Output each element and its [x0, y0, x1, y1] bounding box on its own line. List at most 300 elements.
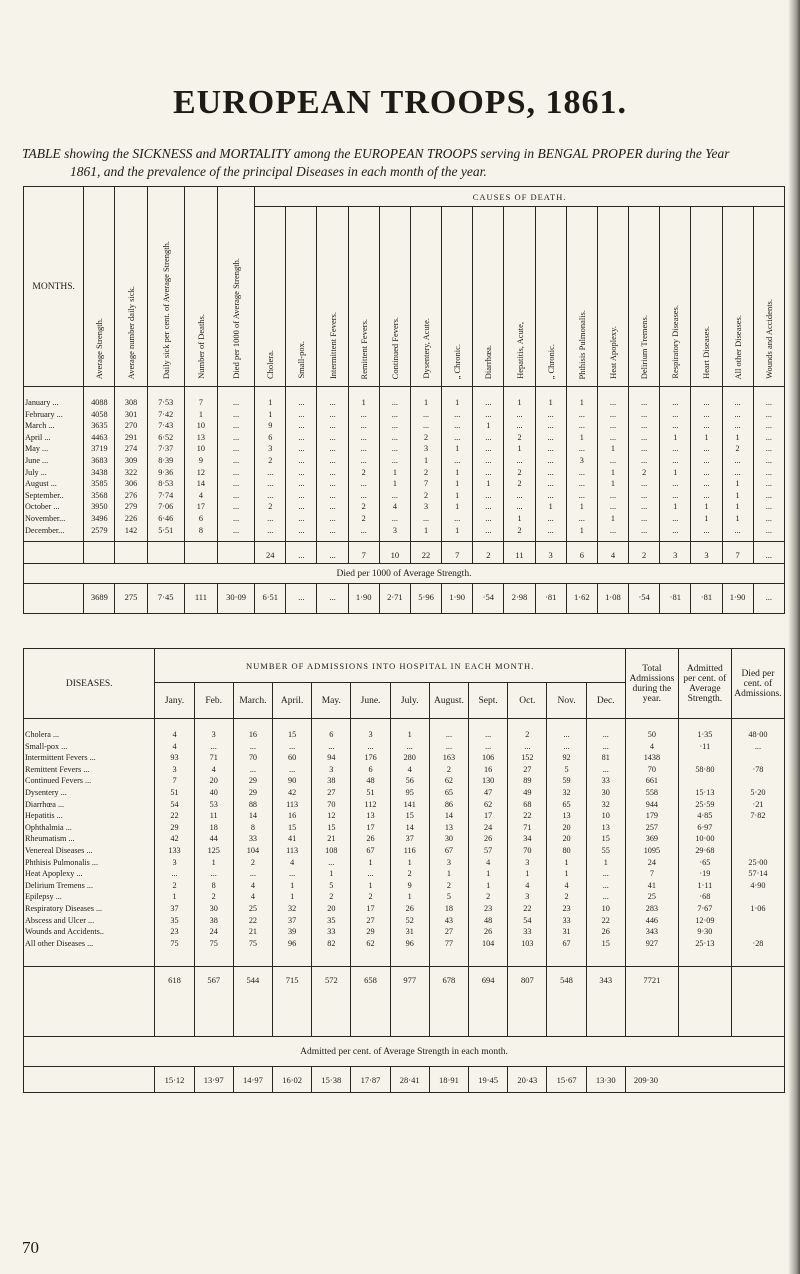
cause-column-value: ... [329, 502, 336, 512]
month-admissions-column-value: 26 [484, 927, 493, 937]
month-admissions-column-value: 33 [523, 927, 532, 937]
month-admissions-column-value: 31 [562, 927, 571, 937]
month-pct: 16·02 [273, 1067, 312, 1093]
admitted-pct-column-value: 7·67 [697, 903, 713, 913]
month-admissions-column-value: 77 [444, 938, 454, 948]
month-admissions-column-value: 3 [329, 764, 334, 774]
cause-column-value: 3 [268, 444, 273, 454]
month-pct: 17·87 [351, 1067, 390, 1093]
month-admissions-column-value: ... [602, 730, 609, 739]
cause-column-value: ... [703, 409, 710, 419]
month-admissions-column-value: 13 [562, 811, 571, 821]
pct-column-value: 7·37 [158, 444, 174, 454]
month-admissions-column-value: 24 [209, 927, 218, 937]
cause-column-value: ... [641, 444, 648, 454]
month-admissions-column-value: 33 [327, 927, 336, 937]
cause-rate: 1·08 [597, 584, 628, 614]
month-admissions-column-value: 42 [288, 787, 297, 797]
disease-column-value: Ophthalmia ... [25, 822, 72, 832]
cause-column-value: 1 [268, 398, 273, 407]
cause-column-value: ... [516, 502, 523, 512]
month-admissions-column-value: 65 [562, 799, 571, 809]
died-pct-column-value: 7·82 [750, 811, 766, 821]
cause-header-label: Dysentery, Acute. [421, 318, 432, 379]
month-admissions-column-value: 71 [209, 753, 218, 763]
month-admissions-column-value: 75 [248, 938, 257, 948]
month-admissions-column-value: 4 [486, 857, 491, 867]
cause-column-value: 2 [361, 502, 366, 512]
strength-column-value: 3683 [91, 455, 108, 465]
pct-column-value: 5·51 [158, 525, 174, 535]
cause-column-value: ... [360, 421, 367, 431]
cause-total: 7 [442, 542, 473, 564]
died-per-1000-column-value: ... [233, 490, 240, 500]
cause-header-label: Heat Apoplexy. [607, 326, 618, 379]
admitted-pct-column-value: 15·13 [695, 787, 715, 797]
cause-column-value: ... [391, 455, 398, 465]
cause-column-value: 3 [579, 455, 584, 465]
month-header: March. [233, 683, 272, 719]
month-admissions-column-value: 37 [405, 834, 414, 844]
daily-sick-column-value: 279 [124, 502, 138, 512]
cause-rate: ... [753, 584, 784, 614]
month-total: 544 [233, 967, 272, 1037]
month-admissions-column-value: ... [367, 869, 374, 879]
cause-column-value: ... [578, 479, 585, 489]
cause-column-value: ... [641, 432, 648, 442]
cause-column-value: ... [360, 525, 367, 535]
month-admissions-column [586, 719, 625, 967]
month-admissions-column-value: 57 [484, 845, 493, 855]
cause-column-value: ... [485, 455, 492, 465]
cause-column-value: 1 [704, 513, 709, 523]
cause-column-value: ... [703, 490, 710, 500]
cause-column-value: ... [329, 490, 336, 500]
cause-column [535, 387, 566, 542]
admitted-pct-column-value: 25·59 [695, 799, 715, 809]
month-admissions-column-value: 113 [286, 799, 299, 809]
cause-column-value: ... [298, 432, 305, 442]
month-admissions-column-value: 48 [366, 776, 375, 786]
month-admissions-column-value: 1 [211, 857, 216, 867]
died-pct-column-value: ... [754, 741, 761, 751]
month-admissions-column-value: 89 [523, 776, 532, 786]
cause-column-value: ... [422, 421, 430, 431]
disease-column-value: Wounds and Accidents.. [25, 927, 104, 937]
died-pct-column-value [733, 833, 783, 845]
died-per-1000-column-value: ... [233, 467, 240, 477]
month-admissions-column-value: ... [445, 741, 452, 751]
cause-column-value: ... [765, 513, 772, 523]
month-admissions-column-value: 70 [523, 845, 532, 855]
cause-column-value: 1 [455, 502, 460, 512]
month-admissions-column-value: 106 [481, 753, 495, 763]
cause-column-value: 1 [610, 467, 616, 477]
deaths-column-value: 10 [196, 421, 205, 431]
deaths-column-value: 6 [198, 513, 203, 523]
month-admissions-column-value: 5 [446, 892, 451, 902]
month-admissions-column-value: 56 [405, 776, 414, 786]
admitted-pct-column-value: 6·97 [697, 822, 713, 832]
month-admissions-column-value: 23 [170, 927, 179, 937]
month-column-value: May ... [25, 444, 49, 454]
cause-column-value: 1 [455, 398, 460, 407]
cause-column-value: ... [672, 398, 679, 407]
causes-of-death-header: CAUSES OF DEATH. [255, 187, 785, 207]
cause-column-value: ... [391, 409, 398, 419]
totals-blank-cell [147, 542, 184, 564]
cause-column-value: ... [703, 467, 710, 477]
cause-column [660, 387, 691, 542]
month-admissions-column-value: 4 [172, 730, 177, 739]
cause-header [410, 207, 441, 387]
cause-column-value: ... [641, 525, 648, 535]
month-admissions-column-value: 15 [601, 834, 610, 844]
cause-column-value: 1 [579, 398, 584, 407]
cause-column-value: ... [329, 455, 336, 465]
strength-column-value: 3950 [91, 502, 108, 512]
month-pct: 15·67 [547, 1067, 586, 1093]
month-admissions-column [390, 719, 429, 967]
cause-header [255, 207, 286, 387]
month-admissions-column-value: 67 [444, 845, 454, 855]
cause-column-value: ... [298, 479, 305, 489]
died-pct-column-value: 1·06 [750, 903, 766, 913]
month-admissions-column-value: 4 [290, 857, 295, 867]
month-admissions-column-value: 176 [364, 753, 377, 763]
month-admissions-column-value: 104 [481, 938, 495, 948]
year-pct: 209·30 [625, 1067, 784, 1093]
month-header: August. [429, 683, 468, 719]
cause-header-label: All other Diseases. [732, 314, 743, 379]
cause-column-value: ... [672, 479, 679, 489]
cause-column-value: ... [547, 490, 554, 500]
month-admissions-column-value: 112 [364, 799, 377, 809]
daily-sick-column-value: 322 [124, 467, 138, 477]
month-admissions-column-value: 133 [168, 845, 181, 855]
month-admissions-column-value: 5 [564, 764, 569, 774]
disease-column-value: Continued Fevers ... [25, 776, 92, 786]
month-admissions-column-value: 3 [525, 892, 530, 902]
totals-blank-cell [24, 967, 155, 1037]
month-admissions-column-value: 43 [444, 915, 454, 925]
cause-column-value: ... [641, 502, 648, 512]
month-admissions-column-value: 41 [288, 834, 297, 844]
total-admissions-column-value: 661 [645, 776, 659, 786]
cause-column-value: 1 [455, 444, 460, 454]
cause-column-value: ... [391, 444, 398, 454]
totals-blank-cell [115, 542, 147, 564]
month-admissions-column-value: 2 [446, 764, 451, 774]
cause-column-value: 1 [455, 479, 460, 489]
pct-column-value: 7·43 [158, 421, 174, 431]
cause-column-value: ... [329, 444, 336, 454]
cause-column-value: 1 [610, 479, 616, 489]
month-admissions-column-value: 1 [290, 880, 295, 890]
cause-column [442, 387, 473, 542]
month-admissions-column-value: 68 [523, 799, 532, 809]
deaths-column-value: 8 [198, 525, 203, 535]
cause-column-value: ... [360, 444, 367, 454]
cause-column-value: ... [578, 444, 585, 454]
died-pct-column-value: 25·00 [748, 857, 768, 867]
month-admissions-column-value: 39 [288, 927, 297, 937]
admitted-pct-column-value: 9·30 [697, 927, 713, 937]
cause-header [504, 207, 535, 387]
month-admissions-column-value: 96 [288, 938, 297, 948]
month-admissions-column-value: 23 [562, 903, 571, 913]
died-per-1000-caption: Died per 1000 of Average Strength. [24, 564, 785, 584]
died-pct-header: Died per cent. of Admissions. [731, 649, 784, 719]
month-admissions-column-value: 34 [523, 834, 532, 844]
cause-column-value: ... [609, 409, 617, 419]
disease-column-value: Intermittent Fevers ... [25, 753, 96, 763]
admissions-table [23, 648, 785, 1093]
month-admissions-column-value: 13 [366, 811, 375, 821]
month-column-value: October ... [25, 502, 60, 512]
cause-header [660, 207, 691, 387]
month-admissions-column-value: 8 [211, 880, 216, 890]
month-admissions-column-value: 21 [327, 834, 336, 844]
total-admissions-column-value: 944 [645, 799, 659, 809]
admitted-pct-column-value [680, 775, 730, 787]
month-column-value: August ... [25, 479, 57, 489]
month-admissions-column [155, 719, 194, 967]
cause-column-value: ... [765, 525, 772, 535]
disease-column-value: Cholera ... [25, 730, 60, 739]
deaths-column-value: 7 [198, 398, 203, 407]
stat-header-label: Number of Deaths. [195, 314, 206, 379]
cause-header-label: „ Chronic. [545, 343, 556, 379]
cause-column-value: 7 [423, 479, 429, 489]
cause-total: 3 [660, 542, 691, 564]
month-admissions-column-value: ... [485, 741, 492, 751]
month-admissions-column-value: 33 [601, 776, 610, 786]
month-admissions-column-value: 4 [564, 880, 569, 890]
pct-column-value: 8·53 [158, 479, 174, 489]
month-admissions-column-value: 2 [525, 730, 530, 739]
died-pct-column-value [733, 926, 783, 938]
cause-column-value: 2 [423, 490, 429, 500]
month-admissions-column-value: 22 [248, 915, 257, 925]
month-admissions-column-value: ... [210, 869, 217, 879]
month-admissions-column-value: 62 [484, 799, 493, 809]
month-admissions-column-value: 75 [209, 938, 218, 948]
cause-column-value: ... [267, 525, 274, 535]
month-admissions-column-value: 29 [248, 787, 257, 797]
cause-column-value: 1 [361, 398, 366, 407]
month-admissions-column-value: 8 [250, 822, 255, 832]
month-admissions-column-value: 81 [601, 753, 610, 763]
month-admissions-column-value: 16 [288, 811, 297, 821]
cause-total: 6 [566, 542, 597, 564]
month-admissions-column-value: 10 [601, 903, 610, 913]
died-pct-column-value [733, 775, 783, 787]
month-admissions-column-value: 141 [403, 799, 416, 809]
month-admissions-column-value: ... [171, 869, 178, 879]
month-admissions-column-value: 3 [446, 857, 451, 867]
month-admissions-column [273, 719, 312, 967]
month-admissions-column-value: 27 [366, 915, 375, 925]
cause-column-value: 3 [392, 525, 397, 535]
daily-sick-header [115, 187, 147, 387]
month-total: 343 [586, 967, 625, 1037]
month-admissions-column-value: 116 [403, 845, 416, 855]
admitted-pct-header: Admitted per cent. of Average Strength. [678, 649, 731, 719]
cause-column-value: ... [641, 513, 648, 523]
cause-total: ... [317, 542, 348, 564]
month-admissions-column-value: 71 [523, 822, 532, 832]
month-header: Jany. [155, 683, 194, 719]
cause-column-value: 1 [423, 398, 429, 407]
cause-header [317, 207, 348, 387]
cause-column-value: ... [578, 513, 585, 523]
died-per-1000-column-value: ... [233, 525, 240, 535]
cause-column-value: 1 [579, 432, 584, 442]
cause-total: 11 [504, 542, 535, 564]
cause-column-value: 1 [486, 421, 491, 431]
cause-column [317, 387, 348, 542]
total-admissions-column-value: 50 [647, 730, 656, 739]
cause-column-value: ... [267, 467, 274, 477]
cause-column-value: ... [547, 432, 554, 442]
month-admissions-column-value: ... [249, 764, 256, 774]
total-admissions-column-value: 179 [645, 811, 659, 821]
month-total: 977 [390, 967, 429, 1037]
cause-column-value: ... [672, 421, 679, 431]
cause-column-value: ... [765, 444, 772, 454]
month-total: 548 [547, 967, 586, 1037]
month-admissions-column-value: 94 [327, 753, 336, 763]
cause-header-label: Respiratory Diseases. [670, 305, 681, 379]
month-admissions-column-value: 13 [444, 822, 454, 832]
disease-column-value: Dysentery ... [25, 787, 67, 797]
year-stat: 3689 [84, 584, 115, 614]
cause-column [348, 387, 379, 542]
pct-column-value: 9·36 [158, 467, 174, 477]
died-pct-column-value: ·78 [752, 764, 764, 774]
cause-column-value: 9 [268, 421, 273, 431]
month-admissions-column-value: 32 [562, 787, 571, 797]
cause-rate: ·81 [660, 584, 691, 614]
died-pct-column-value [733, 891, 783, 903]
pct-column-value: 7·06 [158, 502, 174, 512]
cause-column-value: ... [641, 421, 648, 431]
cause-column-value: ... [516, 409, 523, 419]
cause-column-value: ... [485, 432, 492, 442]
month-pct: 15·12 [155, 1067, 194, 1093]
month-header: April. [273, 683, 312, 719]
month-total: 694 [469, 967, 508, 1037]
cause-column-value: ... [765, 432, 772, 442]
month-admissions-column-value: 52 [405, 915, 414, 925]
month-header: June. [351, 683, 390, 719]
cause-total: ... [753, 542, 784, 564]
cause-column-value: ... [391, 432, 398, 442]
month-admissions-column-value: 16 [248, 730, 257, 739]
month-admissions-column-value: 17 [366, 822, 375, 832]
month-column-value: June ... [25, 455, 49, 465]
month-admissions-column-value: 1 [564, 869, 569, 879]
cause-rate: 1·62 [566, 584, 597, 614]
cause-column-value: ... [454, 513, 461, 523]
month-admissions-column-value: 4 [211, 764, 216, 774]
cause-column-value: ... [485, 444, 492, 454]
cause-column-value: ... [703, 479, 710, 489]
month-admissions-column-value: ... [249, 741, 256, 751]
died-per-1000-header [217, 187, 254, 387]
died-pct-column [731, 719, 784, 967]
total-admissions-column-value: 343 [645, 927, 659, 937]
month-total: 572 [312, 967, 351, 1037]
admissions-header: NUMBER OF ADMISSIONS INTO HOSPITAL IN EACH MONTH. [155, 649, 625, 683]
month-admissions-column-value: 96 [405, 938, 414, 948]
cause-column-value: ... [609, 421, 617, 431]
month-column-value: September.. [25, 490, 64, 500]
cause-column-value: ... [329, 409, 336, 419]
cause-column-value: ... [298, 421, 305, 431]
disease-column-value: Diarrhœa ... [25, 799, 65, 809]
stat-header-label: Average Strength. [94, 317, 105, 379]
cause-header-label: Small-pox. [296, 341, 307, 379]
month-admissions-column-value: 22 [523, 811, 532, 821]
died-per-1000-column-value: ... [233, 479, 240, 489]
daily-sick-column-value: 291 [124, 432, 138, 442]
cause-column-value: ... [578, 409, 585, 419]
month-header: Feb. [194, 683, 233, 719]
died-per-1000-column [217, 387, 254, 542]
month-admissions-column-value: 60 [288, 753, 297, 763]
month-admissions-column-value: 47 [484, 787, 493, 797]
month-admissions-column-value: 17 [484, 811, 493, 821]
cause-rate: ·81 [691, 584, 722, 614]
month-admissions-column-value: 59 [562, 776, 571, 786]
admitted-pct-column-value: 4·85 [697, 811, 713, 821]
month-total: 567 [194, 967, 233, 1037]
cause-column-value: ... [641, 455, 648, 465]
admitted-pct-column-value: ·11 [699, 741, 711, 751]
cause-column-value: ... [734, 525, 741, 535]
cause-column-value: 1 [673, 432, 678, 442]
cause-column-value: ... [672, 455, 679, 465]
month-admissions-column-value: 30 [601, 787, 610, 797]
stat-header-label: Average number daily sick. [126, 285, 137, 379]
month-admissions-column-value: 4 [407, 764, 412, 774]
month-admissions-column-value: 75 [170, 938, 179, 948]
pct-blank-cell [24, 1067, 155, 1093]
pct-column-value: 7·53 [158, 398, 174, 407]
cause-column-value: ... [360, 432, 367, 442]
total-admissions-column-value: 70 [647, 764, 656, 774]
cause-header [629, 207, 660, 387]
strength-column-value: 3568 [91, 490, 108, 500]
deaths-column-value: 13 [196, 432, 205, 442]
cause-column [629, 387, 660, 542]
cause-column-value: 1 [579, 502, 584, 512]
died-pct-column-value [733, 845, 783, 857]
month-admissions-column-value: ... [563, 730, 570, 739]
cause-header-label: Wounds and Accidents. [763, 299, 774, 379]
admitted-pct-column-value: 10·00 [695, 834, 715, 844]
died-per-1000-column-value: ... [233, 409, 240, 419]
died-pct-column-value: ·21 [752, 799, 764, 809]
month-admissions-column-value: 40 [209, 787, 218, 797]
month-header: Nov. [547, 683, 586, 719]
diseases-header: DISEASES. [24, 649, 155, 719]
deaths-header [184, 187, 217, 387]
month-admissions-column-value: 67 [366, 845, 375, 855]
admitted-pct-caption: Admitted per cent. of Average Strength in each month. [24, 1037, 785, 1067]
